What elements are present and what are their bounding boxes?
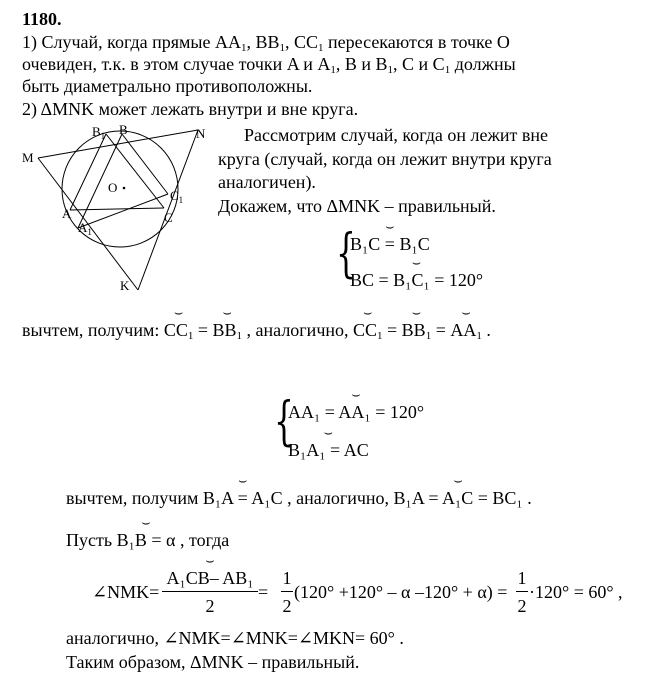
letter: A	[78, 220, 88, 235]
subtract-line2	[66, 488, 532, 508]
letter: C	[170, 188, 179, 203]
arc	[164, 320, 194, 340]
text: должны	[450, 54, 516, 74]
arc-expression: ⌣ BC = B₁C₁ = 120°	[350, 270, 483, 290]
problem-number: 1180.	[22, 9, 62, 29]
sub: 1	[87, 227, 92, 237]
half2-denominator: 2	[517, 596, 527, 616]
sub: 1	[187, 330, 194, 342]
text: .	[481, 320, 491, 340]
half-denominator: 2	[282, 596, 292, 616]
side-line1: Рассмотрим случай, когда он лежит вне	[244, 125, 549, 145]
label-O: O	[108, 180, 118, 195]
arc-expression: ⌣ B₁B = α	[117, 530, 176, 550]
arc	[213, 320, 243, 340]
system-brace: {	[274, 392, 294, 452]
arc-expression: ⌣ B₁A = A₁C = BC₁	[394, 488, 523, 508]
formula-numerator	[162, 568, 258, 588]
sub: 1	[425, 330, 432, 342]
system1-row2	[350, 270, 483, 290]
label-K: K	[120, 278, 130, 293]
conclusion: Таким образом, ΔMNK – правильный.	[66, 652, 360, 672]
system2-row2	[288, 440, 369, 460]
text: =	[193, 320, 213, 340]
let-line	[66, 530, 229, 550]
fraction-bar	[162, 591, 258, 592]
para2: 2) ΔMNK может лежать внутри и вне круга.	[22, 99, 359, 119]
text: , аналогично,	[282, 488, 394, 508]
text: вычтем, получим:	[22, 320, 164, 340]
label-A1	[78, 220, 92, 237]
sub: 1	[476, 330, 482, 342]
sub: 1	[279, 42, 286, 54]
side-line3: аналогичен).	[218, 172, 316, 192]
sub: 1	[318, 42, 324, 54]
text: очевиден, т.к. в этом случае точки A и A	[22, 54, 331, 74]
text: .	[522, 488, 532, 508]
label-M: M	[22, 150, 34, 165]
text: =	[382, 320, 402, 340]
letter: B	[92, 124, 101, 139]
label-A: A	[62, 206, 72, 221]
geometry-figure	[20, 122, 220, 297]
analog-line: аналогично, ∠NMK=∠MNK=∠MKN= 60° .	[66, 628, 404, 648]
center-point	[123, 187, 126, 190]
fraction-bar	[281, 591, 293, 592]
text: , B и B	[335, 54, 388, 74]
sub: 1	[444, 64, 451, 76]
sub: 1	[241, 42, 247, 54]
text: , BB	[246, 32, 280, 52]
text: , тогда	[175, 530, 230, 550]
arc	[353, 320, 383, 340]
text: CC	[163, 320, 188, 340]
formula-lhs: ∠NMK=	[92, 582, 160, 602]
formula-tail: ·120° = 60° ,	[529, 582, 623, 602]
sub: 1	[387, 64, 394, 76]
para1-line1	[22, 32, 510, 52]
sub: 1	[330, 64, 336, 76]
text: Пусть	[66, 530, 117, 550]
subtract-line1	[22, 320, 491, 340]
system2-row1	[288, 402, 424, 422]
sub: 1	[236, 330, 243, 342]
text: вычтем, получим	[66, 488, 203, 508]
arc-expression: ⌣ B₁A = A₁C	[203, 488, 283, 508]
arc	[402, 320, 432, 340]
text: BB	[401, 320, 426, 340]
text: =	[431, 320, 451, 340]
label-N: N	[196, 126, 206, 141]
label-B: B	[119, 122, 128, 137]
text: , аналогично,	[242, 320, 353, 340]
para1-line3: быть диаметрально противоположны.	[22, 76, 313, 96]
fraction-bar	[516, 591, 528, 592]
side-line2: круга (случай, когда он лежит внутри круга	[218, 149, 552, 169]
arc-expression: ⌣ B₁C = B₁C	[350, 234, 430, 254]
text: пересекаются в точке O	[323, 32, 510, 52]
line-B1A	[70, 134, 106, 210]
arc-expression: ⌣ AA₁ = AA₁ = 120°	[288, 402, 424, 422]
sub: 1	[100, 131, 106, 141]
label-C: C	[164, 210, 173, 225]
system-brace: {	[336, 224, 356, 284]
system1-row1	[350, 234, 430, 254]
label-B1	[92, 124, 105, 141]
text: , CC	[285, 32, 319, 52]
half2-numerator: 1	[517, 568, 527, 588]
text: , C и C	[393, 54, 445, 74]
line-B1C	[106, 134, 164, 208]
formula-middle: (120° +120° – α –120° + α) =	[294, 582, 508, 602]
label-C1	[170, 188, 183, 205]
para1-line2	[22, 54, 516, 74]
text: CC	[353, 320, 378, 340]
half-numerator: 1	[282, 568, 292, 588]
sub: 1	[178, 195, 184, 205]
line-AC	[70, 208, 164, 210]
arc-expression: ⌣ A₁CB– AB₁	[166, 568, 253, 588]
text: AA	[450, 320, 477, 340]
arc	[450, 320, 482, 340]
side-line4: Докажем, что ΔMNK – правильный.	[218, 196, 496, 216]
line-MN	[38, 130, 198, 158]
formula-denominator: 2	[205, 596, 215, 616]
text: 1) Случай, когда прямые AA	[22, 32, 242, 52]
sub: 1	[377, 330, 383, 342]
formula-eq: =	[258, 582, 269, 602]
arc-expression: ⌣ B₁A₁ = AC	[288, 440, 369, 460]
text: BB	[212, 320, 237, 340]
